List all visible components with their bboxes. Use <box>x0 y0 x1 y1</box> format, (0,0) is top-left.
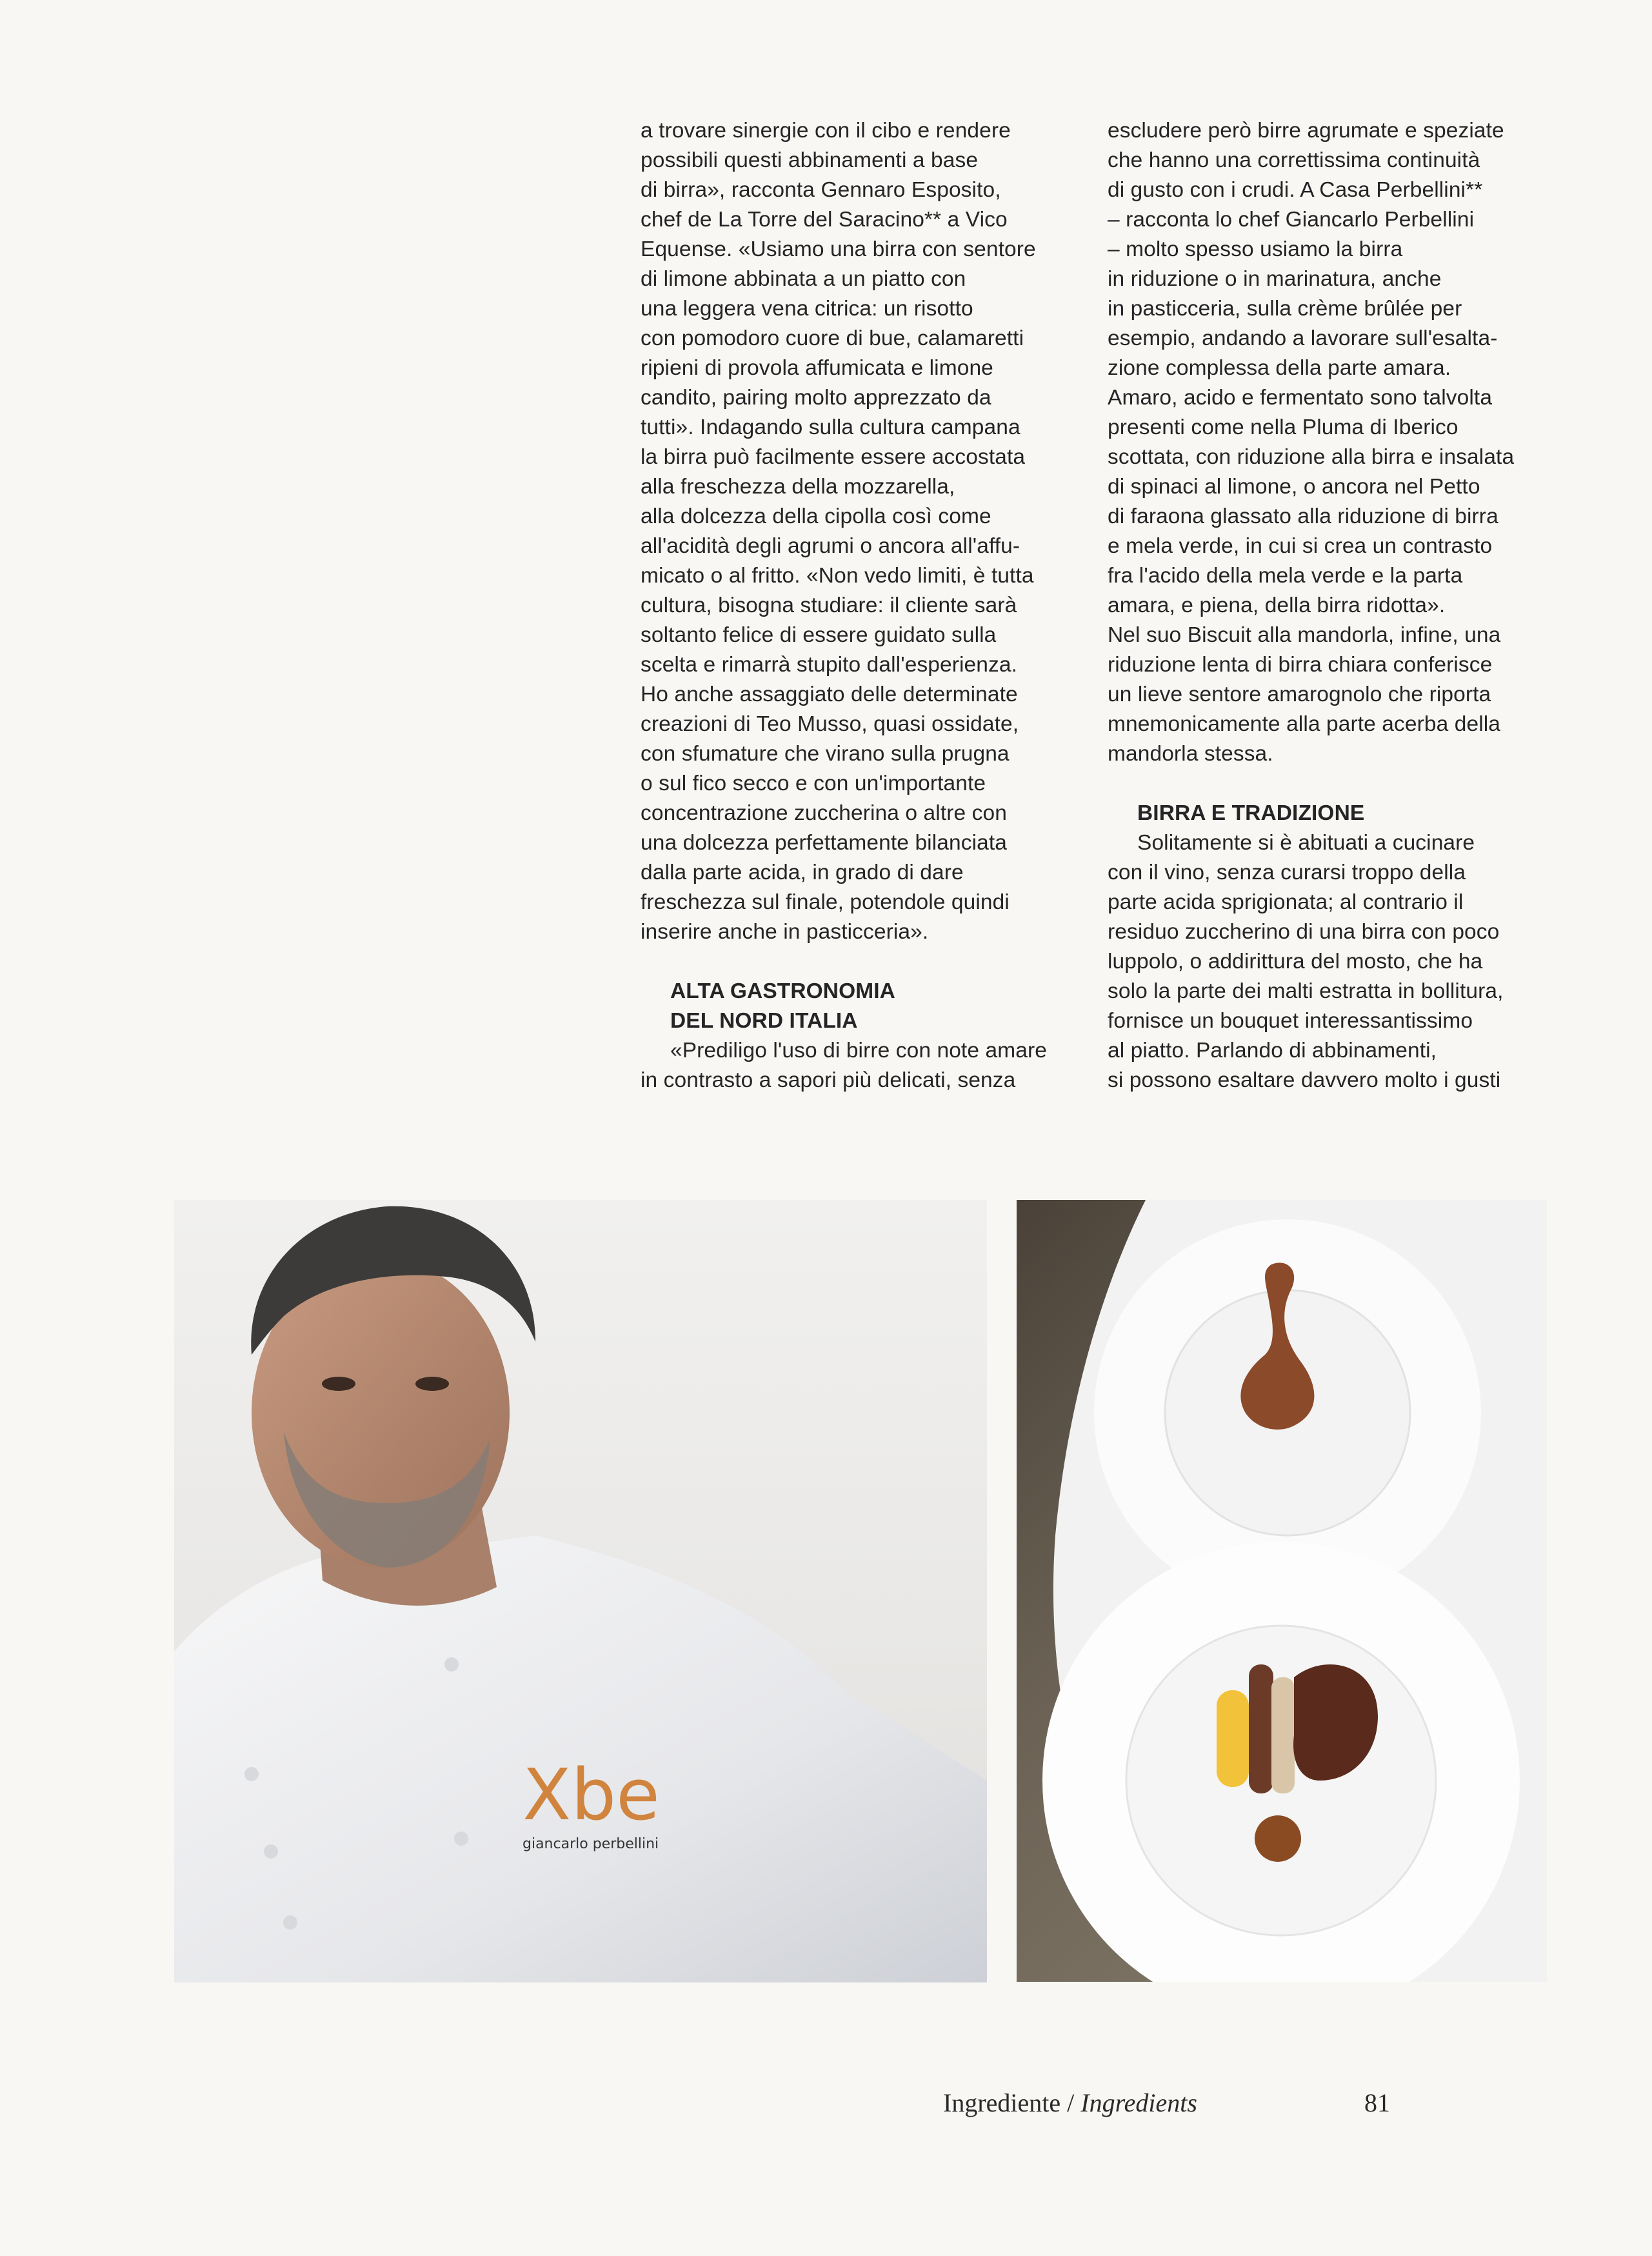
text-line: fra l'acido della mela verde e la parta <box>1108 564 1463 588</box>
text-line: di limone abbinata a un piatto con <box>641 267 966 291</box>
text-line: una leggera vena citrica: un risotto <box>641 297 973 321</box>
text-line: Equense. «Usiamo una birra con sentore <box>641 237 1036 261</box>
text-line: si possono esaltare davvero molto i gusti <box>1108 1068 1501 1092</box>
text-line: escludere però birre agrumate e speziate <box>1108 119 1504 143</box>
text-line: presenti come nella Pluma di Iberico <box>1108 415 1458 439</box>
text-line: creazioni di Teo Musso, quasi ossidate, <box>641 712 1019 736</box>
footer-section-label: Ingrediente <box>943 2088 1061 2117</box>
text-line: concentrazione zuccherina o altre con <box>641 801 1007 825</box>
text-line: con il vino, senza curarsi troppo della <box>1108 861 1466 884</box>
text-line: tutti». Indagando sulla cultura campana <box>641 415 1020 439</box>
text-line: candito, pairing molto apprezzato da <box>641 386 991 410</box>
text-line: in contrasto a sapori più delicati, senza <box>641 1068 1016 1092</box>
text-line: parte acida sprigionata; al contrario il <box>1108 890 1464 914</box>
dish-illustration <box>1017 1200 1547 1982</box>
text-line: dalla parte acida, in grado di dare <box>641 861 964 884</box>
text-line: di gusto con i crudi. A Casa Perbellini** <box>1108 178 1483 202</box>
text-line: alla dolcezza della cipolla così come <box>641 504 991 528</box>
text-line: a trovare sinergie con il cibo e rendere <box>641 119 1011 143</box>
section-heading: DEL NORD ITALIA <box>670 1009 858 1033</box>
text-line: cultura, bisogna studiare: il cliente sarà <box>641 594 1017 617</box>
text-line: di spinaci al limone, o ancora nel Petto <box>1108 475 1480 499</box>
text-line: micato o al fritto. «Non vedo limiti, è tutta <box>641 564 1034 588</box>
text-line: al piatto. Parlando di abbinamenti, <box>1108 1039 1437 1063</box>
text-line: con sfumature che virano sulla prugna <box>641 742 1010 766</box>
right-paragraph-1 <box>1108 116 1559 769</box>
text-line: all'acidità degli agrumi o ancora all'affu- <box>641 534 1020 558</box>
text-line: inserire anche in pasticceria». <box>641 920 929 944</box>
text-line: amara, e piena, della birra ridotta». <box>1108 594 1446 617</box>
jacket-name-label: giancarlo perbellini <box>522 1836 659 1852</box>
left-text-column <box>641 116 1092 1095</box>
text-line: o sul fico secco e con un'importante <box>641 772 986 795</box>
text-line: scelta e rimarrà stupito dall'esperienza. <box>641 653 1017 677</box>
left-paragraph-2 <box>641 1036 1092 1095</box>
section-heading: ALTA GASTRONOMIA <box>670 979 895 1003</box>
right-text-column <box>1108 116 1559 1095</box>
text-line: che hanno una correttissima continuità <box>1108 148 1480 172</box>
text-line: mandorla stessa. <box>1108 742 1273 766</box>
text-line: – molto spesso usiamo la birra <box>1108 237 1403 261</box>
text-line: mnemonicamente alla parte acerba della <box>1108 712 1501 736</box>
chef-illustration <box>174 1200 987 1982</box>
page-number: 81 <box>1364 2088 1390 2117</box>
text-line: riduzione lenta di birra chiara conferisce <box>1108 653 1493 677</box>
text-line: luppolo, o addirittura del mosto, che ha <box>1108 950 1483 973</box>
text-line: in riduzione o in marinatura, anche <box>1108 267 1442 291</box>
paragraph-gap <box>1108 769 1559 799</box>
chef-portrait-photo <box>174 1200 987 1982</box>
text-line: la birra può facilmente essere accostata <box>641 445 1026 469</box>
text-line: di birra», racconta Gennaro Esposito, <box>641 178 1001 202</box>
text-line: Ho anche assaggiato delle determinate <box>641 683 1018 706</box>
text-line: scottata, con riduzione alla birra e insalata <box>1108 445 1515 469</box>
text-line: fornisce un bouquet interessantissimo <box>1108 1009 1473 1033</box>
text-line: «Prediligo l'uso di birre con note amare <box>670 1039 1047 1063</box>
text-line: ripieni di provola affumicata e limone <box>641 356 993 380</box>
text-line: residuo zuccherino di una birra con poco <box>1108 920 1500 944</box>
text-line: un lieve sentore amarognolo che riporta <box>1108 683 1491 706</box>
text-line: possibili questi abbinamenti a base <box>641 148 979 172</box>
text-line: zione complessa della parte amara. <box>1108 356 1451 380</box>
text-line: di faraona glassato alla riduzione di birra <box>1108 504 1498 528</box>
section-heading: BIRRA E TRADIZIONE <box>1137 801 1365 825</box>
text-line: Nel suo Biscuit alla mandorla, infine, una <box>1108 623 1501 647</box>
dish-photo <box>1017 1200 1547 1982</box>
text-line: Amaro, acido e fermentato sono talvolta <box>1108 386 1493 410</box>
text-line: in pasticceria, sulla crème brûlée per <box>1108 297 1462 321</box>
paragraph-gap <box>641 947 1092 977</box>
running-footer <box>943 2088 1197 2118</box>
text-line: esempio, andando a lavorare sull'esalta- <box>1108 326 1498 350</box>
text-line: freschezza sul finale, potendole quindi <box>641 890 1010 914</box>
text-line: – racconta lo chef Giancarlo Perbellini <box>1108 208 1475 232</box>
right-paragraph-2 <box>1108 828 1559 1095</box>
text-line: chef de La Torre del Saracino** a Vico <box>641 208 1008 232</box>
left-paragraph-1 <box>641 116 1092 947</box>
text-line: e mela verde, in cui si crea un contrasto <box>1108 534 1493 558</box>
text-line: Solitamente si è abituati a cucinare <box>1137 831 1475 855</box>
text-line: con pomodoro cuore di bue, calamaretti <box>641 326 1024 350</box>
text-line: solo la parte dei malti estratta in bollitura, <box>1108 979 1504 1003</box>
jacket-logo-icon: Xbe <box>522 1753 660 1836</box>
text-line: alla freschezza della mozzarella, <box>641 475 955 499</box>
footer-section-label-en: Ingredients <box>1080 2088 1197 2117</box>
text-line: soltanto felice di essere guidato sulla <box>641 623 997 647</box>
text-line: una dolcezza perfettamente bilanciata <box>641 831 1007 855</box>
footer-separator: / <box>1060 2088 1081 2117</box>
